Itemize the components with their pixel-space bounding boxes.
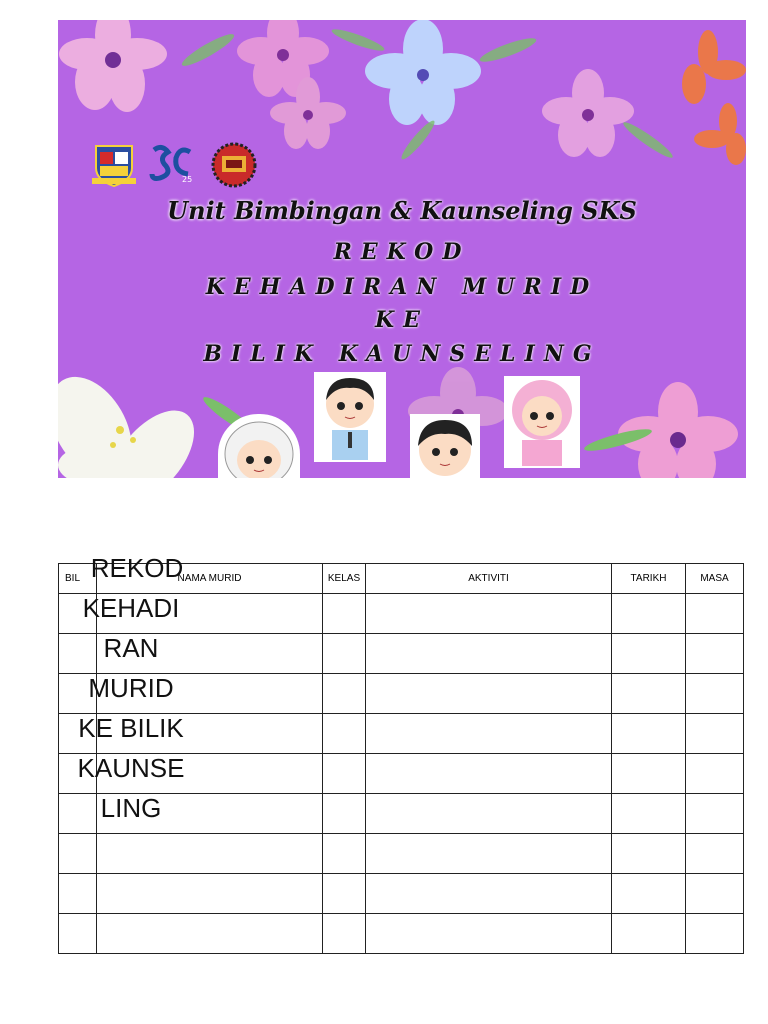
school-crest-icon <box>90 142 138 188</box>
overlay-title-text <box>66 548 196 828</box>
table-cell[interactable] <box>366 594 612 634</box>
overlay-line: KAUNSE <box>77 753 185 783</box>
title-line-2: KEHADIRAN MURID <box>205 274 599 300</box>
title-line-4: BILIK KAUNSELING <box>203 341 601 367</box>
col-header-tarikh: TARIKH <box>612 564 686 594</box>
girl-pink-hijab-cartoon-icon <box>504 376 580 468</box>
table-cell[interactable] <box>366 754 612 794</box>
table-cell[interactable] <box>612 714 686 754</box>
table-cell[interactable] <box>59 874 97 914</box>
title-line-1: REKOD <box>333 239 471 265</box>
table-cell[interactable] <box>366 674 612 714</box>
table-row <box>59 914 744 954</box>
table-row <box>59 834 744 874</box>
table-cell[interactable] <box>686 834 744 874</box>
header-banner <box>58 20 746 478</box>
table-cell[interactable] <box>366 914 612 954</box>
table-cell[interactable] <box>612 594 686 634</box>
logo-row <box>90 142 254 188</box>
table-cell[interactable] <box>612 914 686 954</box>
boy-cartoon-icon-2 <box>410 414 480 478</box>
table-cell[interactable] <box>97 914 323 954</box>
girl-hijab-cartoon-icon <box>218 414 300 478</box>
table-cell[interactable] <box>97 874 323 914</box>
table-cell[interactable] <box>323 754 366 794</box>
table-cell[interactable] <box>323 914 366 954</box>
table-cell[interactable] <box>686 674 744 714</box>
table-cell[interactable] <box>686 874 744 914</box>
table-cell[interactable] <box>323 834 366 874</box>
table-cell[interactable] <box>323 594 366 634</box>
overlay-line: KE BILIK <box>78 713 184 743</box>
col-header-kelas: KELAS <box>323 564 366 594</box>
col-header-nama-murid: NAMA MURID <box>97 564 323 594</box>
table-cell[interactable] <box>366 834 612 874</box>
table-cell[interactable] <box>612 834 686 874</box>
table-cell[interactable] <box>366 714 612 754</box>
table-cell[interactable] <box>323 794 366 834</box>
overlay-line: KEHADI <box>82 593 180 623</box>
table-cell[interactable] <box>366 794 612 834</box>
table-cell[interactable] <box>612 794 686 834</box>
table-cell[interactable] <box>686 754 744 794</box>
table-cell[interactable] <box>686 914 744 954</box>
col-header-masa: MASA <box>686 564 744 594</box>
col-header-bil: BIL <box>59 564 97 594</box>
table-cell[interactable] <box>59 834 97 874</box>
table-cell[interactable] <box>323 874 366 914</box>
table-row <box>59 874 744 914</box>
table-cell[interactable] <box>686 594 744 634</box>
boy-cartoon-icon <box>314 372 386 462</box>
table-cell[interactable] <box>686 714 744 754</box>
table-cell[interactable] <box>323 674 366 714</box>
table-cell[interactable] <box>612 754 686 794</box>
table-cell[interactable] <box>612 634 686 674</box>
table-cell[interactable] <box>59 914 97 954</box>
table-cell[interactable] <box>612 874 686 914</box>
overlay-line: MURID <box>88 673 174 703</box>
overlay-line: RAN <box>103 633 159 663</box>
svg-text:25: 25 <box>182 175 193 184</box>
unit-title: Unit Bimbingan & Kaunseling SKS <box>167 196 637 225</box>
table-cell[interactable] <box>686 794 744 834</box>
table-cell[interactable] <box>323 714 366 754</box>
sks25-logo-icon <box>148 142 196 188</box>
table-cell[interactable] <box>366 874 612 914</box>
bilik-logo-icon <box>206 142 254 188</box>
overlay-line: REKOD <box>90 553 184 583</box>
overlay-line: LING <box>100 793 162 823</box>
table-cell[interactable] <box>97 834 323 874</box>
table-cell[interactable] <box>366 634 612 674</box>
table-cell[interactable] <box>323 634 366 674</box>
table-cell[interactable] <box>686 634 744 674</box>
title-line-3: KE <box>375 307 429 333</box>
table-cell[interactable] <box>612 674 686 714</box>
col-header-aktiviti: AKTIVITI <box>366 564 612 594</box>
